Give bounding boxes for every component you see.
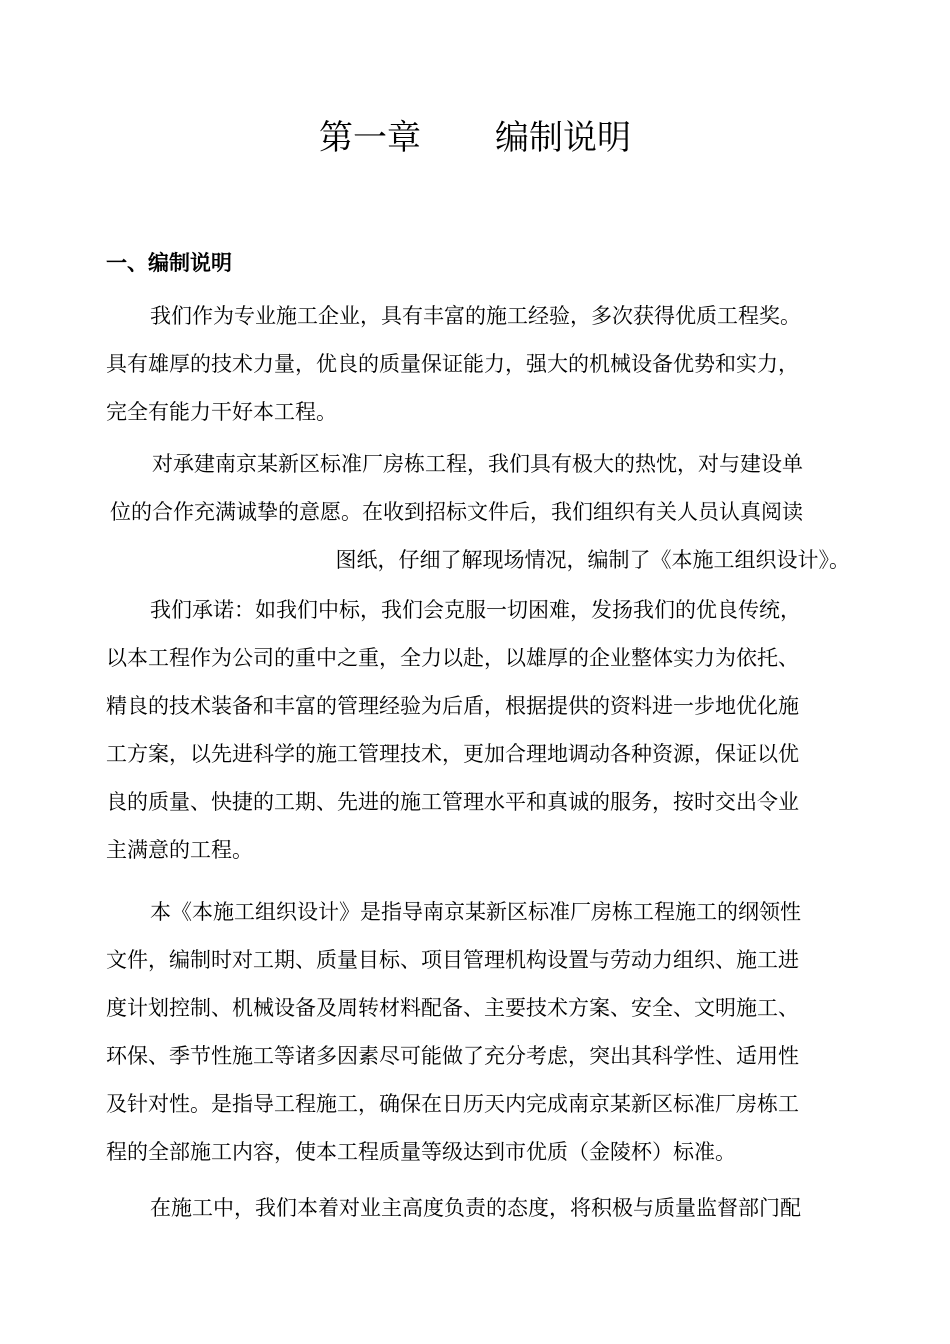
paragraph-line: 良的质量、快捷的工期、先进的施工管理水平和真诚的服务，按时交出令业 — [106, 790, 799, 814]
paragraph-line: 我们作为专业施工企业，具有丰富的施工经验，多次获得优质工程奖。 — [150, 304, 801, 328]
paragraph-5 — [106, 1184, 846, 1232]
paragraph-line: 主满意的工程。 — [106, 838, 253, 862]
paragraph-line: 度计划控制、机械设备及周转材料配备、主要技术方案、安全、文明施工、 — [106, 996, 799, 1020]
paragraph-line: 精良的技术装备和丰富的管理经验为后盾，根据提供的资料进一步地优化施 — [106, 694, 799, 718]
chapter-title — [0, 112, 950, 164]
paragraph-line: 具有雄厚的技术力量，优良的质量保证能力，强大的机械设备优势和实力， — [106, 352, 799, 376]
paragraph-line: 本《本施工组织设计》是指导南京某新区标准厂房栋工程施工的纲领性 — [150, 900, 801, 924]
paragraph-line: 文件，编制时对工期、质量目标、项目管理机构设置与劳动力组织、施工进 — [106, 948, 799, 972]
paragraph-line: 及针对性。是指导工程施工，确保在日历天内完成南京某新区标准厂房栋工 — [106, 1092, 799, 1116]
paragraph-line: 我们承诺：如我们中标，我们会克服一切困难，发扬我们的优良传统， — [150, 598, 801, 622]
paragraph-line: 图纸，仔细了解现场情况，编制了《本施工组织设计》。 — [335, 548, 850, 572]
paragraph-line: 在施工中，我们本着对业主高度负责的态度，将积极与质量监督部门配 — [150, 1196, 801, 1220]
paragraph-line: 程的全部施工内容，使本工程质量等级达到市优质（金陵杯）标准。 — [106, 1140, 736, 1164]
paragraph-line: 位的合作充满诚挚的意愿。在收到招标文件后，我们组织有关人员认真阅读 — [110, 500, 803, 524]
paragraph-line: 环保、季节性施工等诸多因素尽可能做了充分考虑，突出其科学性、适用性 — [106, 1044, 799, 1068]
paragraph-1 — [106, 292, 846, 436]
section-heading: 一、编制说明 — [106, 251, 232, 275]
paragraph-3 — [106, 586, 846, 874]
chapter-name: 编制说明 — [495, 118, 631, 158]
paragraph-line: 对承建南京某新区标准厂房栋工程，我们具有极大的热忱，对与建设单 — [152, 452, 803, 476]
paragraph-2 — [110, 440, 850, 584]
paragraph-line: 以本工程作为公司的重中之重，全力以赴，以雄厚的企业整体实力为依托、 — [106, 646, 799, 670]
paragraph-line: 完全有能力干好本工程。 — [106, 400, 337, 424]
paragraph-line: 工方案，以先进科学的施工管理技术，更加合理地调动各种资源，保证以优 — [106, 742, 799, 766]
paragraph-4 — [106, 888, 846, 1176]
chapter-number: 第一章 — [319, 118, 421, 158]
